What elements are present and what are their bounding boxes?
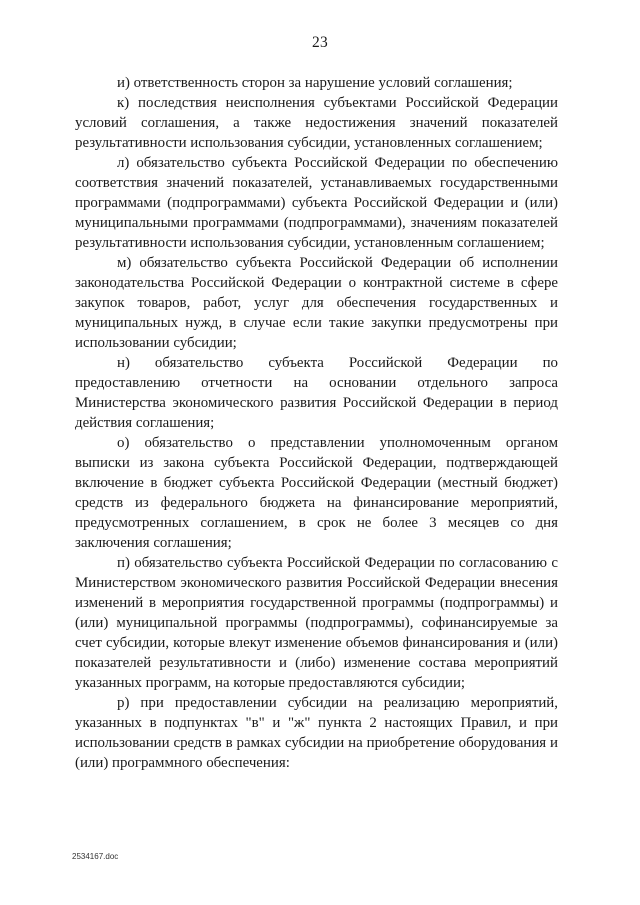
paragraph-r: р) при предоставлении субсидии на реализацию мероприятий, указанных в подпунктах "в" и "ж" пункта 2 настоящих Правил, и при использовании средств в рамках субсидии на приобретение оборудования и (или) программного обеспечения: (75, 695, 558, 771)
paragraph-m: м) обязательство субъекта Российской Федерации об исполнении законодательства Российской Федерации о контрактной системе в сфере закупок товаров, работ, услуг для обеспечения государственных и муниципальных нужд, в случае если такие закупки предусмотрены при использовании субсидии; (75, 255, 558, 351)
document-body (75, 73, 558, 773)
paragraph-o: о) обязательство о представлении уполномоченным органом выписки из закона субъекта Российской Федерации, подтверждающей включение в бюджет субъекта Российской Федерации (местный бюджет) средств из федерального бюджета на финансирование мероприятий, предусмотренных соглашением, в срок не более 3 месяцев со дня заключения соглашения; (75, 435, 558, 551)
paragraph-n: н) обязательство субъекта Российской Федерации по предоставлению отчетности на основании отдельного запроса Министерства экономического развития Российской Федерации в период действия соглашения; (75, 355, 558, 431)
paragraph-k: к) последствия неисполнения субъектами Российской Федерации условий соглашения, а также недостижения значений показателей результативности использования субсидии, установленных соглашением; (75, 95, 558, 151)
paragraph-p: п) обязательство субъекта Российской Федерации по согласованию с Министерством экономического развития Российской Федерации внесения изменений в мероприятия государственной программы (подпрограммы) и (или) муниципальной программы (подпрограммы), софинансируемые за счет субсидии, которые влекут изменение объемов финансирования и (или) показателей результативности и (либо) изменение состава мероприятий указанных программ, на которые предоставляются субсидии; (75, 555, 558, 691)
paragraph-l: л) обязательство субъекта Российской Федерации по обеспечению соответствия значений показателей, устанавливаемых государственными программами (подпрограммами) субъекта Российской Федерации и (или) муниципальными программами (подпрограммами), значениям показателей результативности использования субсидии, установленным соглашением; (75, 155, 558, 251)
document-file-label: 2534167.doc (72, 852, 119, 861)
paragraph-i: и) ответственность сторон за нарушение условий соглашения; (117, 75, 513, 91)
page-number: 23 (312, 34, 328, 51)
